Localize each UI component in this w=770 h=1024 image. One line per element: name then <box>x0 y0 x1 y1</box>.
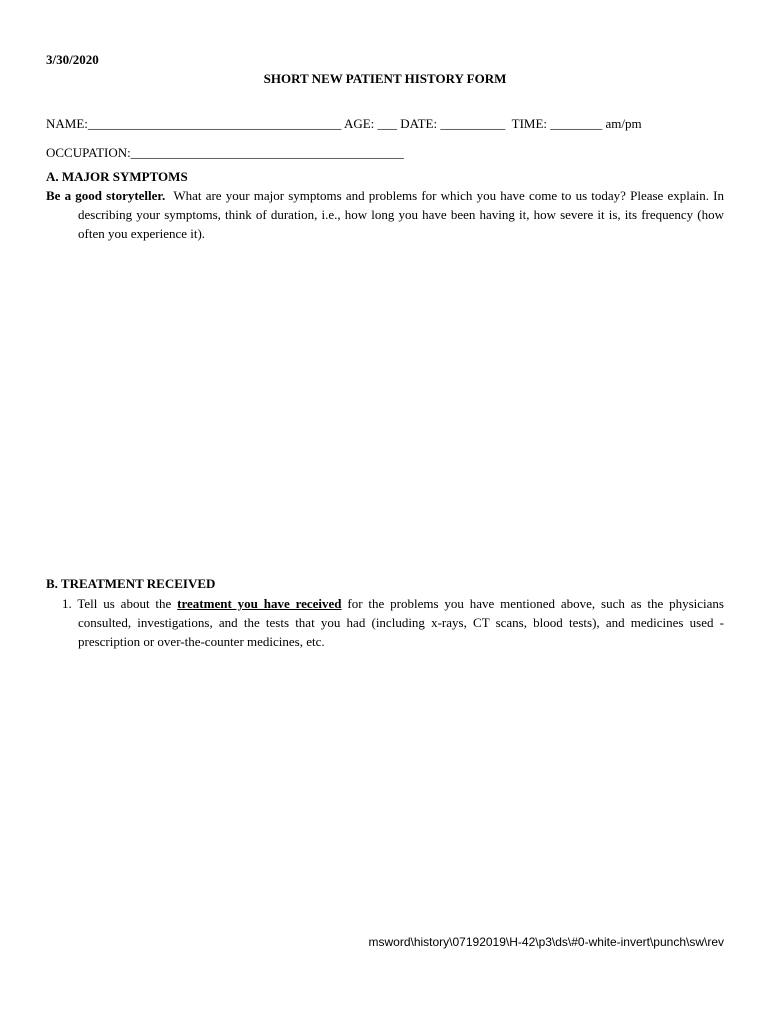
date-field[interactable]: __________ <box>440 116 506 131</box>
form-title: SHORT NEW PATIENT HISTORY FORM <box>263 71 507 86</box>
name-field[interactable]: _______________________________________ <box>87 116 342 131</box>
age-field[interactable]: ___ <box>377 116 398 131</box>
age-label: AGE: <box>343 116 375 131</box>
section-a-text: What are your major symptoms and problems for which you have come to us today? Please explain. In describing your symptoms, think of duration, i.e., how long you have been having it, how severe it is, its frequency (how often you experience it). <box>78 188 725 241</box>
section-b-text-after: for the problems you have mentioned above, such as the physicians consulted, investigations, and the tests that you had (including x-rays, CT scans, blood tests), and medicines used - prescription or over-the-counter medicines, etc. <box>78 596 724 649</box>
time-field[interactable]: ________ <box>550 116 603 131</box>
name-label: NAME: <box>46 116 88 131</box>
section-a-lead: Be a good storyteller. <box>46 188 166 203</box>
section-b-text-before: Tell us about the <box>77 596 172 611</box>
date-label: DATE: <box>400 116 438 131</box>
section-b-heading: B. TREATMENT RECEIVED <box>46 576 216 591</box>
section-a-heading: A. MAJOR SYMPTOMS <box>46 169 188 184</box>
footer-path: msword\history\07192019\H-42\p3\ds\#0-white-invert\punch\sw\rev <box>368 935 724 949</box>
section-b-item-1 <box>62 594 724 651</box>
item-number: 1. <box>62 596 72 611</box>
occupation-field[interactable]: __________________________________________ <box>130 145 404 160</box>
section-b-emphasis: treatment you have received <box>177 596 342 611</box>
section-a-instructions <box>46 186 724 243</box>
occupation-label: OCCUPATION: <box>46 145 131 160</box>
occupation-line <box>46 143 404 162</box>
form-date: 3/30/2020 <box>46 52 99 67</box>
time-label: TIME: <box>511 116 548 131</box>
time-suffix: am/pm <box>605 116 642 131</box>
patient-info-line <box>46 114 642 133</box>
